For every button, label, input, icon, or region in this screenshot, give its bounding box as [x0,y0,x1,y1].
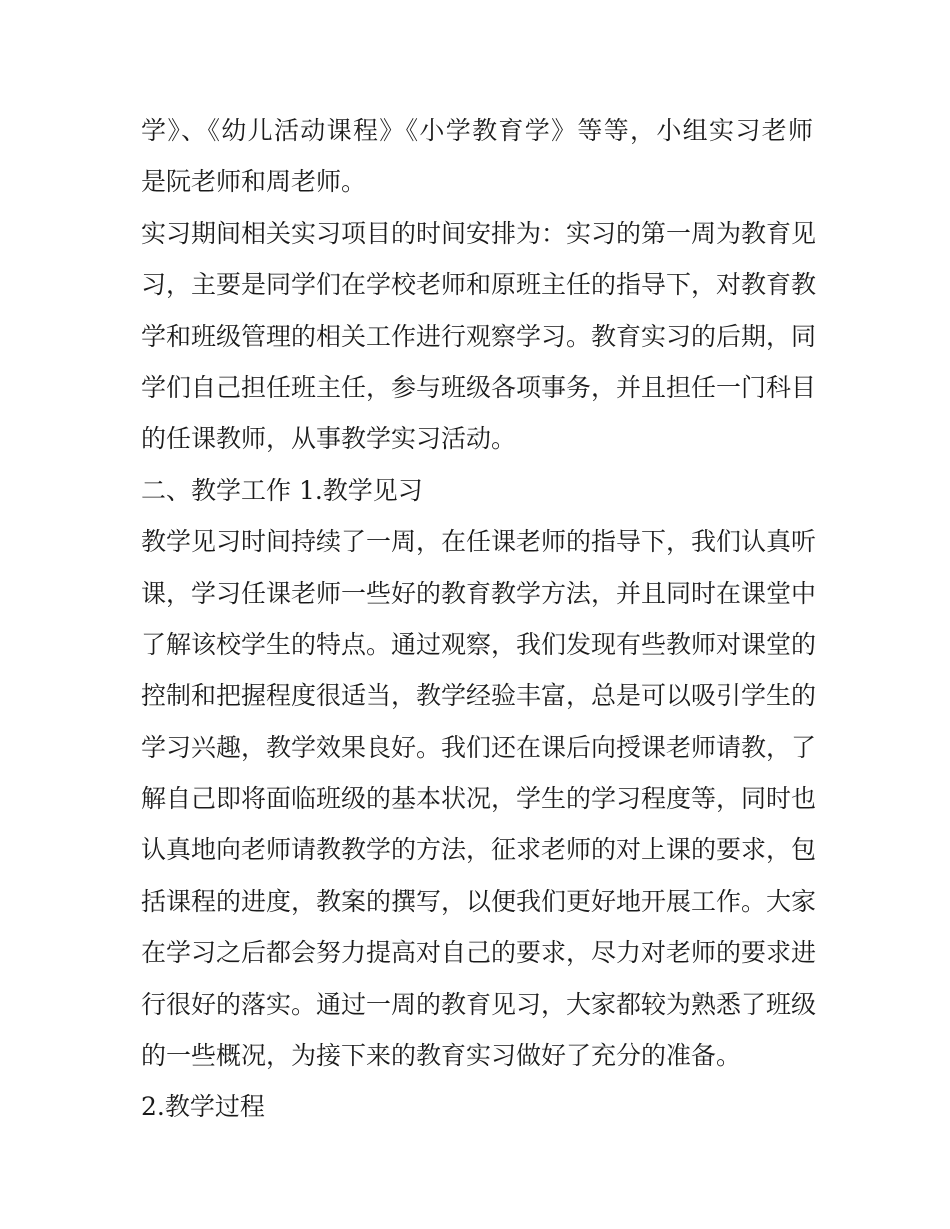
section-heading: 二、教学工作 1.教学见习 [141,475,423,505]
paragraph-line: 了解该校学生的特点。通过观察，我们发现有些教师对课堂的 [141,629,817,659]
paragraph-line: 学习兴趣，教学效果良好。我们还在课后向授课老师请教，了 [141,732,817,762]
paragraph-line: 括课程的进度，教案的撰写，以便我们更好地开展工作。大家 [141,886,817,916]
paragraph-line: 学和班级管理的相关工作进行观察学习。教育实习的后期，同 [141,321,817,351]
paragraph-line: 是阮老师和周老师。 [141,167,367,197]
paragraph-line: 习，主要是同学们在学校老师和原班主任的指导下，对教育教 [141,270,817,300]
paragraph-line: 课，学习任课老师一些好的教育教学方法，并且同时在课堂中 [141,578,817,608]
paragraph-line: 的一些概况，为接下来的教育实习做好了充分的准备。 [141,1041,742,1071]
document-body [141,105,817,1133]
paragraph-line: 教学见习时间持续了一周，在任课老师的指导下，我们认真听 [141,527,817,557]
paragraph-line: 学们自己担任班主任，参与班级各项事务，并且担任一门科目 [141,372,817,402]
paragraph-line: 认真地向老师请教教学的方法，征求老师的对上课的要求，包 [141,835,817,865]
paragraph-line: 实习期间相关实习项目的时间安排为：实习的第一周为教育见 [141,218,817,248]
paragraph-line: 的任课教师，从事教学实习活动。 [141,424,517,454]
paragraph-line: 控制和把握程度很适当，教学经验丰富，总是可以吸引学生的 [141,681,817,711]
paragraph-line: 解自己即将面临班级的基本状况，学生的学习程度等，同时也 [141,784,817,814]
paragraph-line: 行很好的落实。通过一周的教育见习，大家都较为熟悉了班级 [141,989,817,1019]
paragraph-line: 在学习之后都会努力提高对自己的要求，尽力对老师的要求进 [141,938,817,968]
paragraph-line: 学》、《幼儿活动课程》《小学教育学》等等，小组实习老师 [141,116,813,145]
section-heading: 2.教学过程 [141,1092,265,1122]
